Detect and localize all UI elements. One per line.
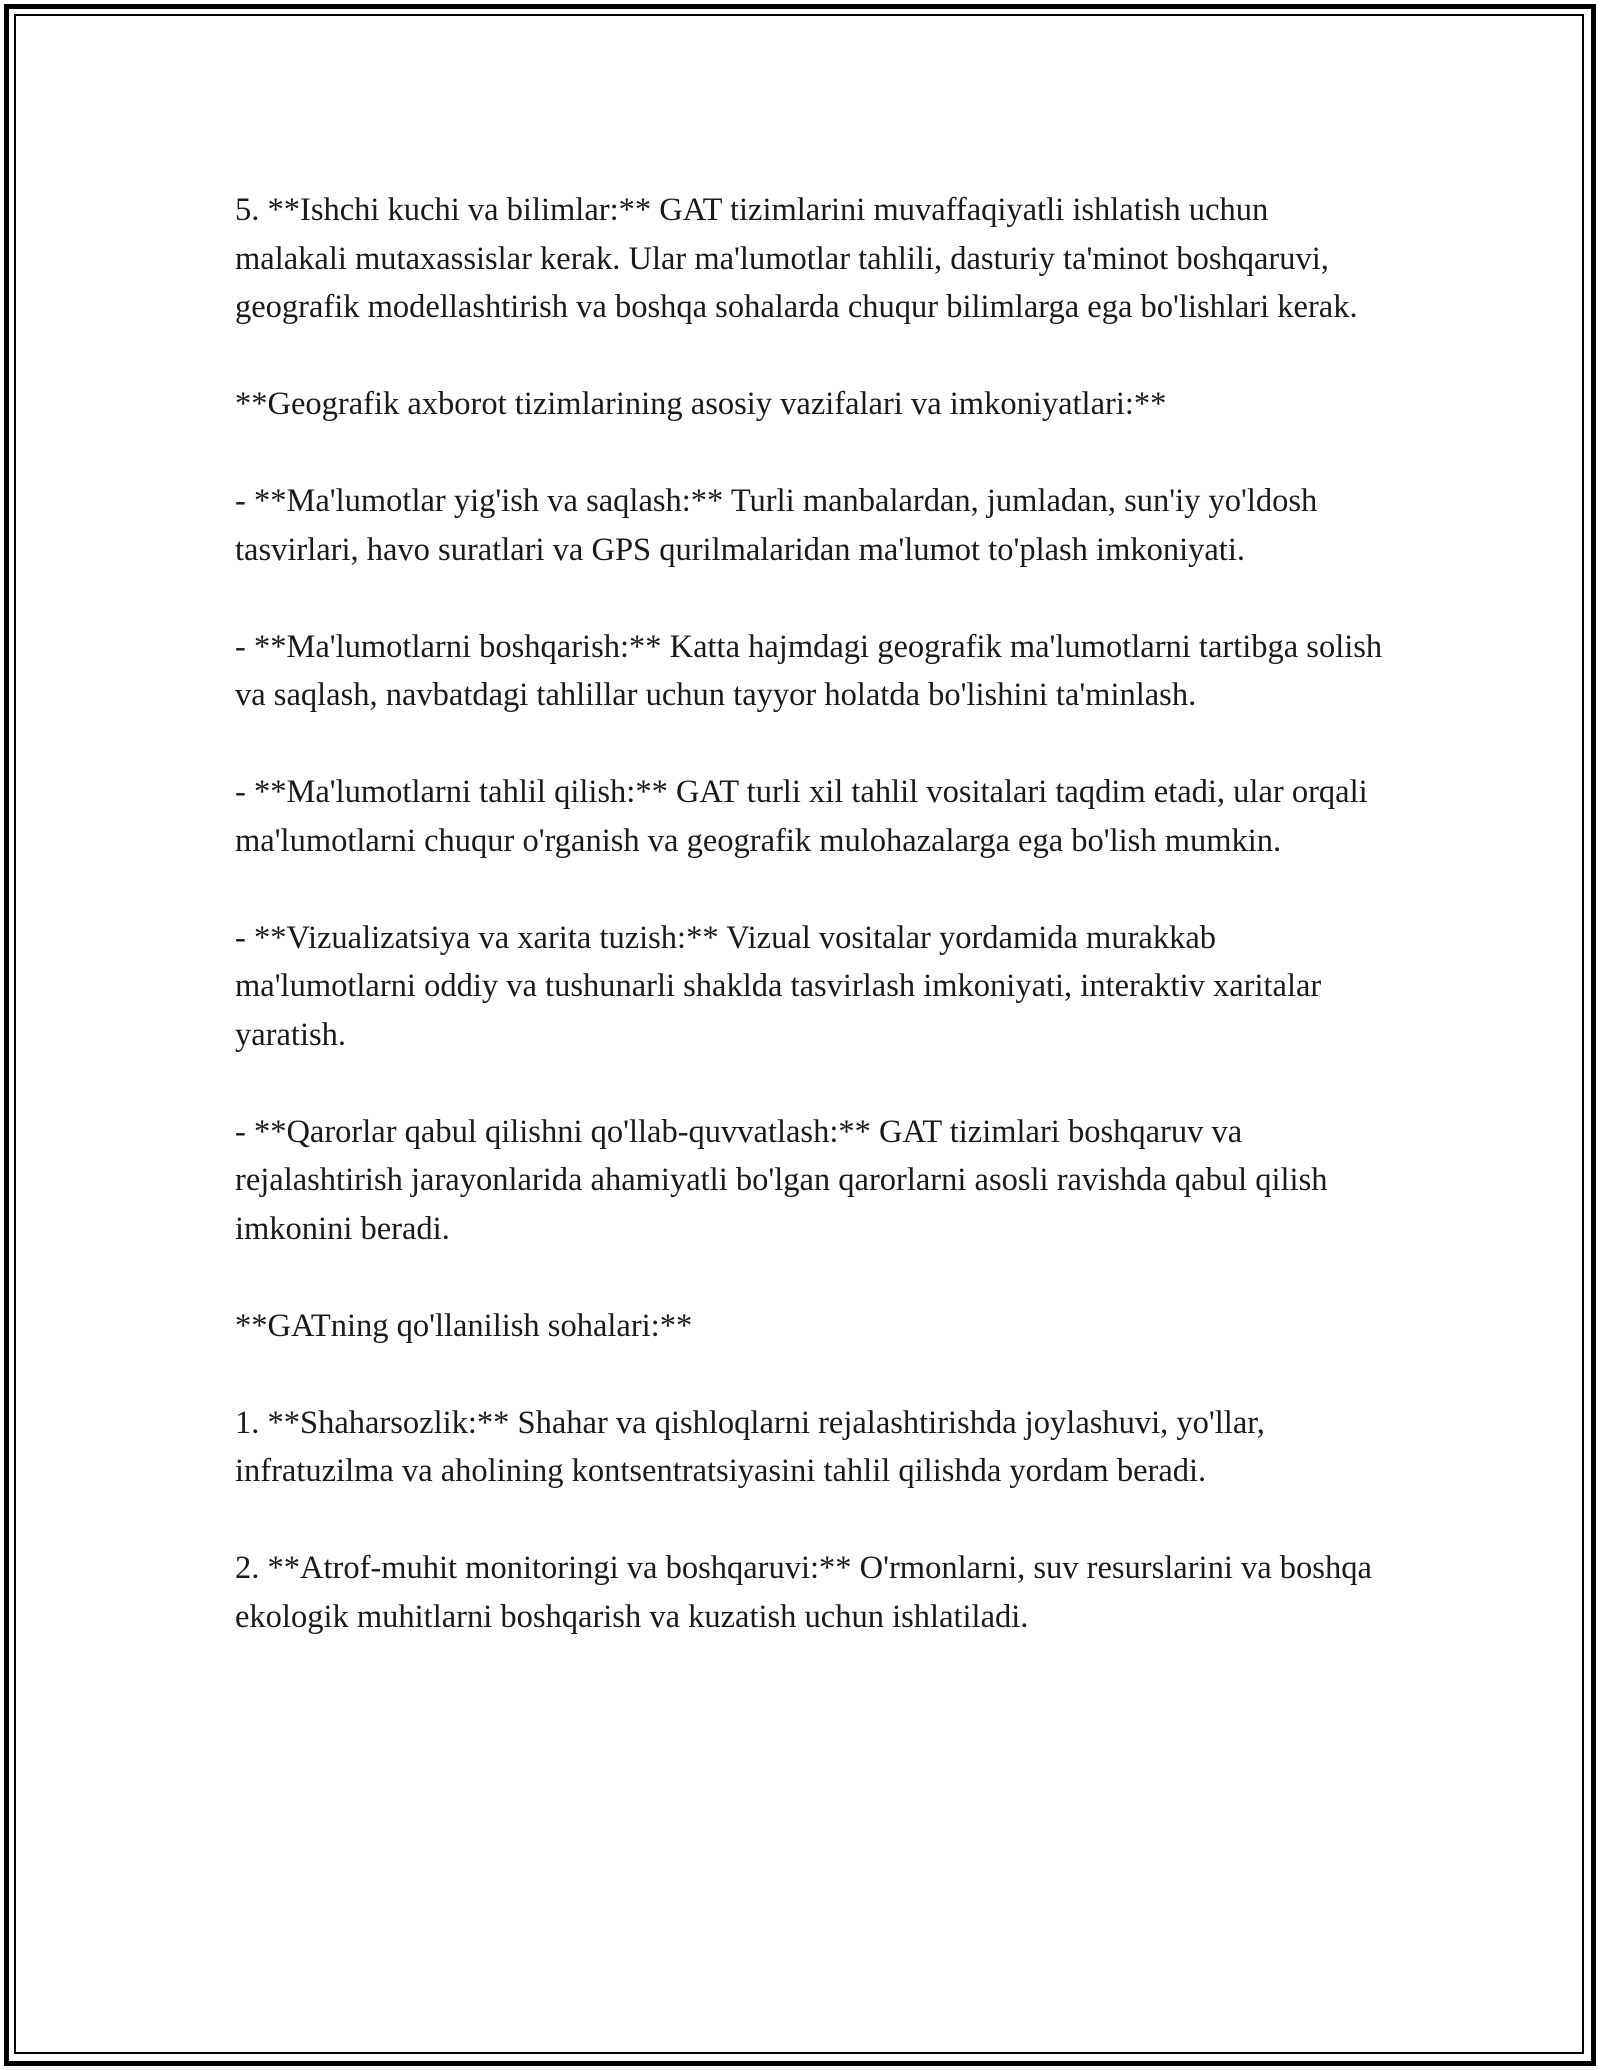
heading-application-areas: **GATning qo'llanilish sohalari:**	[235, 1307, 693, 1344]
document-body	[235, 186, 1385, 1641]
list-item-data-collection: - **Ma'lumotlar yig'ish va saqlash:** Turli manbalardan, jumladan, sun'iy yo'ldosh tasvirlari, havo suratlari va GPS qurilmalaridan ma'lumot to'plash imkoniyati.	[235, 483, 1318, 568]
paragraph-workforce-knowledge: 5. **Ishchi kuchi va bilimlar:** GAT tizimlarini muvaffaqiyatli ishlatish uchun malakali mutaxassislar kerak. Ular ma'lumotlar tahlili, dasturiy ta'minot boshqaruvi, geografik modellashtirish va boshqa sohalarda chuqur bilimlarga ega bo'lishlari kerak.	[235, 192, 1358, 325]
list-item-data-analysis: - **Ma'lumotlarni tahlil qilish:** GAT turli xil tahlil vositalari taqdim etadi, ular orqali ma'lumotlarni chuqur o'rganish va geografik mulohazalarga ega bo'lish mumkin.	[235, 774, 1368, 859]
list-item-data-management: - **Ma'lumotlarni boshqarish:** Katta hajmdagi geografik ma'lumotlarni tartibga solish va saqlash, navbatdagi tahlillar uchun tayyor holatda bo'lishini ta'minlash.	[235, 628, 1383, 713]
heading-main-functions: **Geografik axborot tizimlarining asosiy vazifalari va imkoniyatlari:**	[235, 386, 1167, 422]
list-item-environment-monitoring: 2. **Atrof-muhit monitoringi va boshqaruvi:** O'rmonlarni, suv resurslarini va boshqa ekologik muhitlarni boshqarish va kuzatish uchun ishlatiladi.	[235, 1550, 1372, 1635]
list-item-decision-support: - **Qarorlar qabul qilishni qo'llab-quvvatlash:** GAT tizimlari boshqaruv va rejalashtirish jarayonlarida ahamiyatli bo'lgan qarorlarni asosli ravishda qabul qilish imkonini beradi.	[235, 1113, 1328, 1247]
list-item-urban-planning: 1. **Shaharsozlik:** Shahar va qishloqlarni rejalashtirishda joylashuvi, yo'llar, infratuzilma va aholining kontsentratsiyasini tahlil qilishda yordam beradi.	[235, 1404, 1265, 1489]
list-item-visualization: - **Vizualizatsiya va xarita tuzish:** Vizual vositalar yordamida murakkab ma'lumotlarni oddiy va tushunarli shaklda tasvirlash imkoniyati, interaktiv xaritalar yaratish.	[235, 919, 1322, 1053]
